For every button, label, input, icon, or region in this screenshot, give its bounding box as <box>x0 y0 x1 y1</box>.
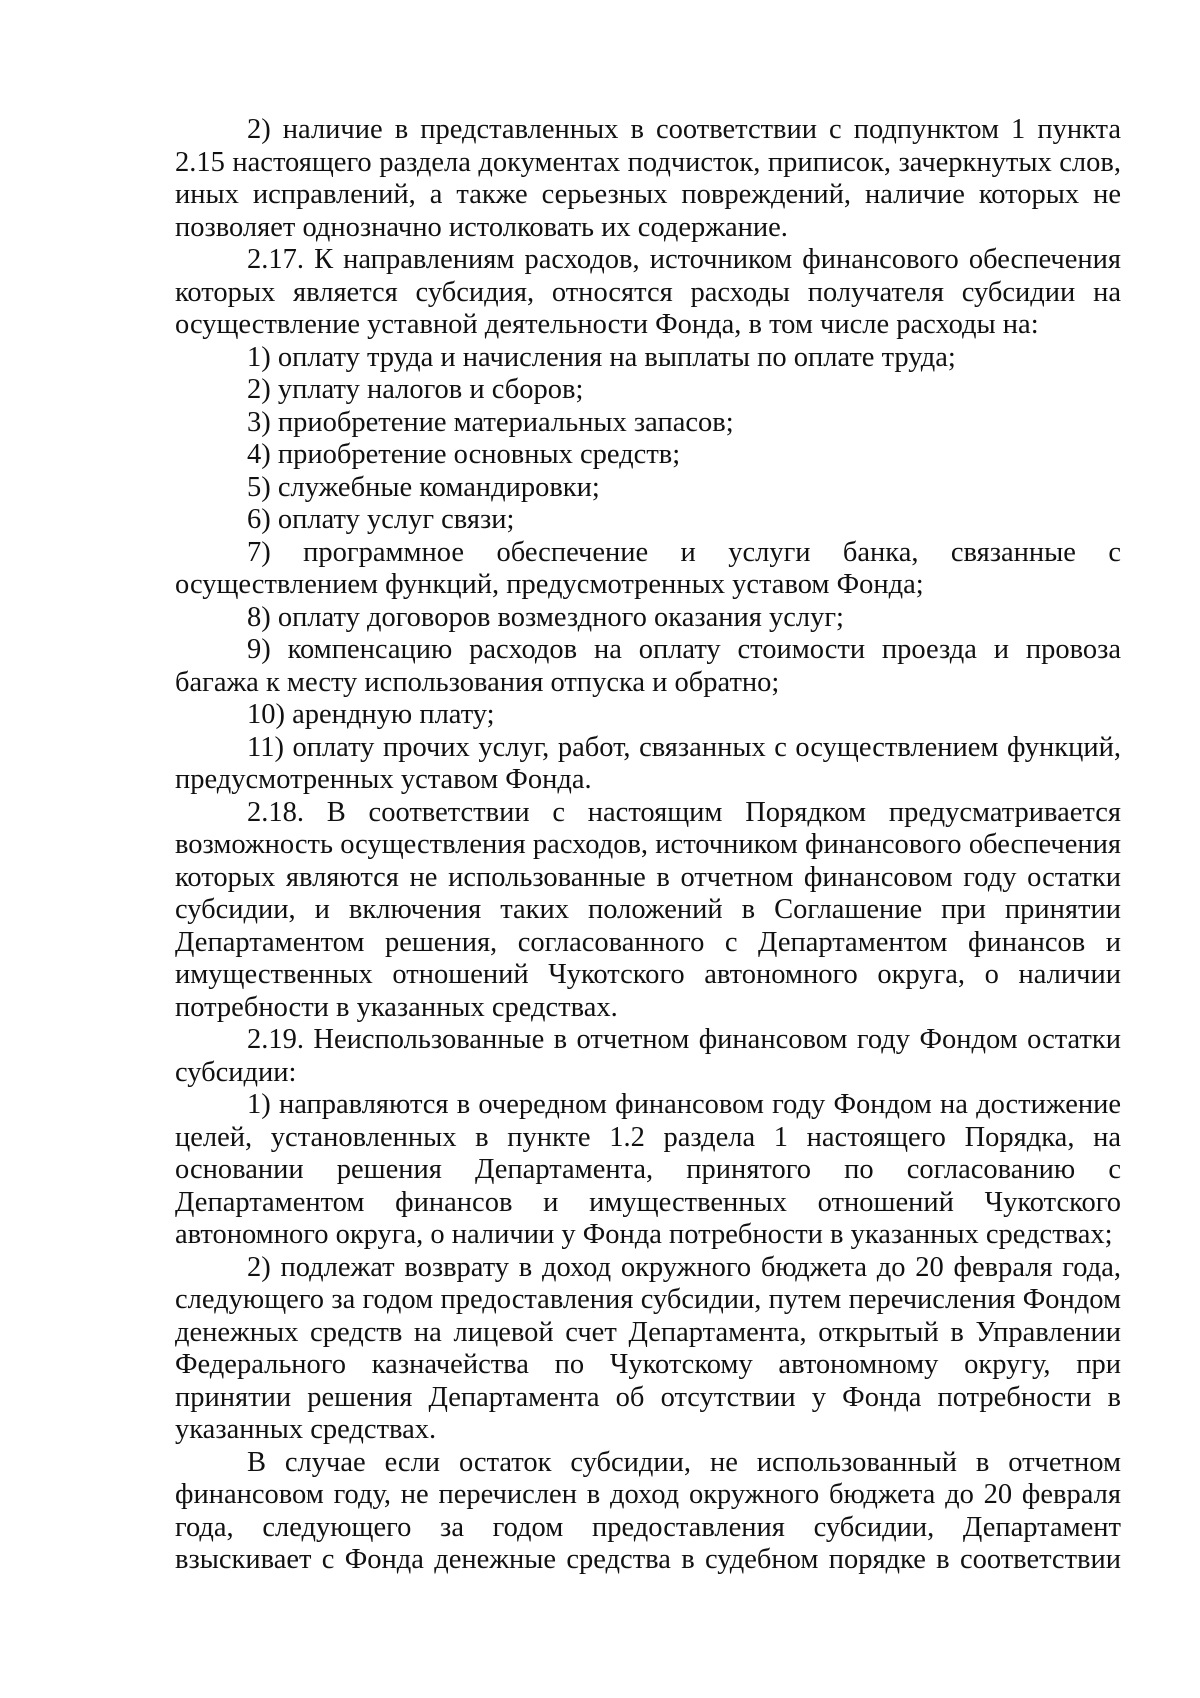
list-item-3: 3) приобретение материальных запасов; <box>247 406 734 438</box>
paragraph-2-19-item-1: 1) направляются в очередном финансовом году Фондом на достижение целей, установленных в пункте 1.2 раздела 1 настоящего Порядка, на основании решения Департамента, принятого по согласованию с Департаментом финансов и имущественных отношений Чукотского автономного округа, о наличии у Фонда потребности в указанных средствах; <box>175 1089 1121 1250</box>
list-item-1: 1) оплату труда и начисления на выплаты по оплате труда; <box>247 341 956 373</box>
paragraph-remainder-recovery: В случае если остаток субсидии, не использованный в отчетном финансовом году, не перечислен в доход окружного бюджета до 20 февраля года, следующего за годом предоставления субсидии, Департамент взыскивает с Фонда денежные средства в судебном порядке в соответствии <box>175 1446 1121 1575</box>
paragraph-2-19: 2.19. Неиспользованные в отчетном финансовом году Фондом остатки субсидии: <box>175 1024 1121 1088</box>
list-item-7: 7) программное обеспечение и услуги банка, связанные с осуществлением функций, предусмотренных уставом Фонда; <box>175 536 1121 600</box>
list-item-9: 9) компенсацию расходов на оплату стоимости проезда и провоза багажа к месту использования отпуска и обратно; <box>175 634 1121 698</box>
list-item-11: 11) оплату прочих услуг, работ, связанных с осуществлением функций, предусмотренных уставом Фонда. <box>175 731 1121 795</box>
paragraph-2-17: 2.17. К направлениям расходов, источником финансового обеспечения которых является субсидия, относятся расходы получателя субсидии на осуществление уставной деятельности Фонда, в том числе расходы на: <box>175 244 1121 340</box>
document-body <box>175 114 1121 1577</box>
paragraph-2-18: 2.18. В соответствии с настоящим Порядком предусматривается возможность осуществления расходов, источником финансового обеспечения которых являются не использованные в отчетном финансовом году остатки субсидии, и включения таких положений в Соглашение при принятии Департаментом решения, согласованного с Департаментом финансов и имущественных отношений Чукотского автономного округа, о наличии потребности в указанных средствах. <box>175 796 1121 1023</box>
list-item-10: 10) арендную плату; <box>247 699 495 730</box>
list-item-5: 5) служебные командировки; <box>247 471 600 503</box>
list-item-8: 8) оплату договоров возмездного оказания услуг; <box>247 601 844 633</box>
list-item-4: 4) приобретение основных средств; <box>247 439 681 470</box>
paragraph-2-16-item-2: 2) наличие в представленных в соответствии с подпунктом 1 пункта 2.15 настоящего раздела документах подчисток, приписок, зачеркнутых слов, иных исправлений, а также серьезных повреждений, наличие которых не позволяет однозначно истолковать их содержание. <box>175 114 1121 243</box>
list-item-6: 6) оплату услуг связи; <box>247 504 515 535</box>
paragraph-2-19-item-2: 2) подлежат возврату в доход окружного бюджета до 20 февраля года, следующего за годом предоставления субсидии, путем перечисления Фондом денежных средств на лицевой счет Департамента, открытый в Управлении Федерального казначейства по Чукотскому автономному округу, при принятии решения Департамента об отсутствии у Фонда потребности в указанных средствах. <box>175 1251 1121 1445</box>
list-item-2: 2) уплату налогов и сборов; <box>247 374 584 405</box>
